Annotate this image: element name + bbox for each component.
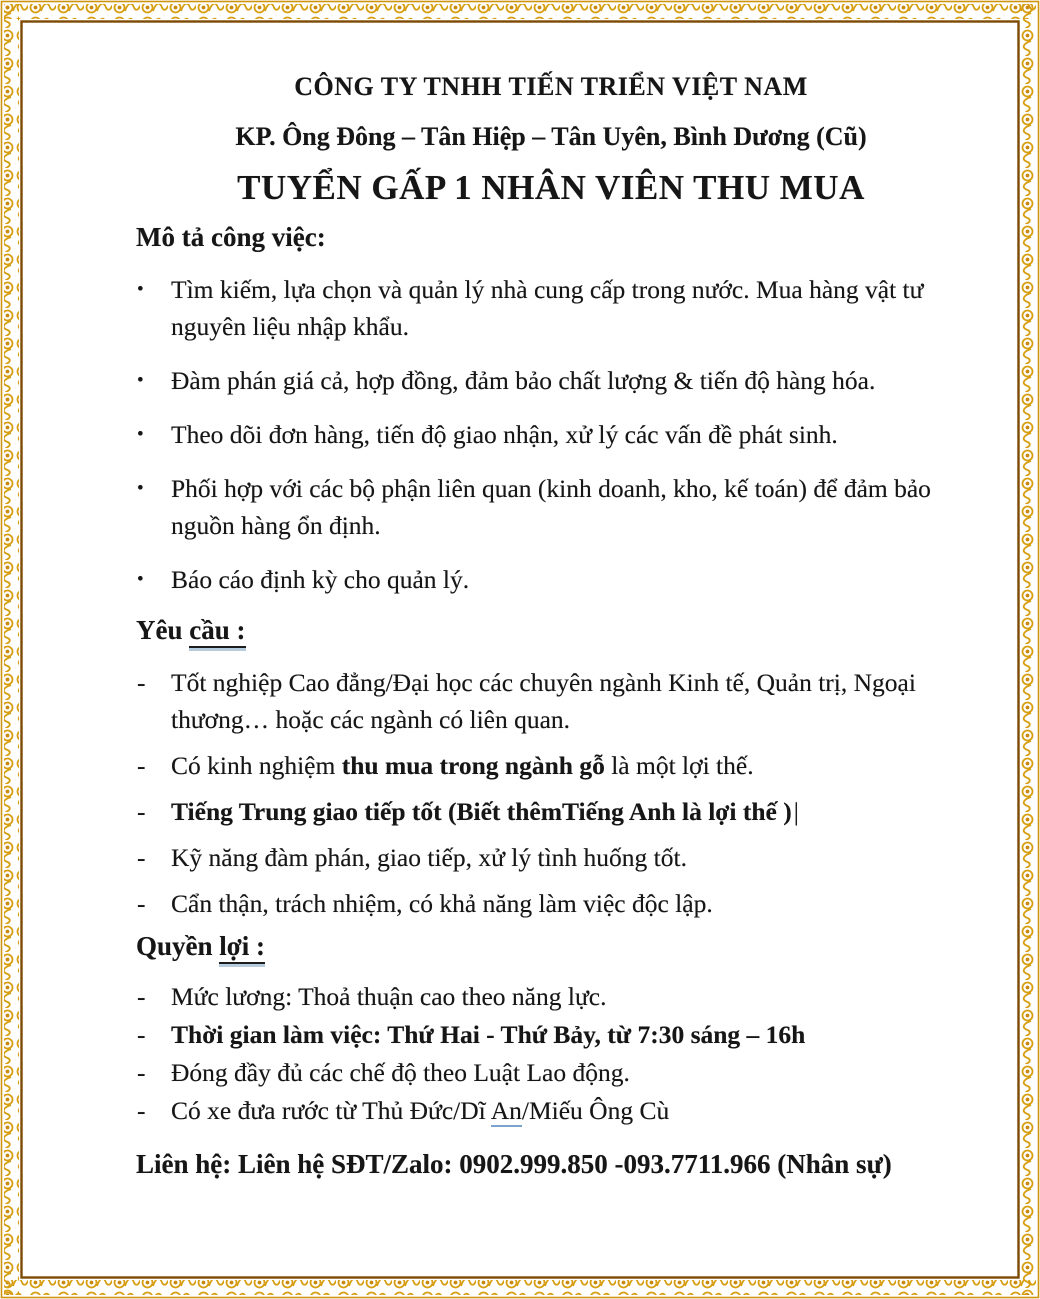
dash-marker: - [137, 982, 146, 1011]
list-item [136, 416, 966, 453]
benefits-list [136, 978, 966, 1129]
list-item-text: Theo dõi đơn hàng, tiến độ giao nhận, xử lý các vấn đề phát sinh. [171, 420, 838, 449]
dash-marker: - [137, 668, 146, 697]
list-item-text: Tìm kiếm, lựa chọn và quản lý nhà cung cấp trong nước. Mua hàng vật tư nguyên liệu nhập khẩu. [171, 275, 924, 341]
list-item [136, 561, 966, 598]
list-item-text [171, 793, 966, 830]
list-item-text: Mức lương: Thoả thuận cao theo năng lực. [171, 982, 607, 1011]
list-item [136, 470, 966, 544]
list-item [136, 747, 966, 784]
document-content [24, 24, 1016, 1275]
text-run-bold: thu mua trong ngành gỗ [341, 751, 605, 780]
heading-underlined-text: cầu : [189, 615, 245, 648]
dash-marker: - [137, 889, 146, 918]
list-item-text [171, 747, 966, 784]
list-item [136, 1016, 966, 1053]
list-item [136, 885, 966, 922]
list-item [136, 362, 966, 399]
list-item-text: Phối hợp với các bộ phận liên quan (kinh doanh, kho, kế toán) để đảm bảo nguồn hàng ổn định. [171, 474, 931, 540]
list-item-text: Báo cáo định kỳ cho quản lý. [171, 565, 470, 594]
text-cursor: | [793, 797, 799, 826]
list-item [136, 839, 966, 876]
bullet-marker: • [137, 279, 144, 300]
company-address: KP. Ông Đông – Tân Hiệp – Tân Uyên, Bình Dương (Cũ) [235, 122, 867, 151]
heading-text: Yêu [136, 615, 190, 645]
dash-marker: - [137, 1020, 146, 1049]
list-item [136, 1092, 966, 1129]
bullet-marker: • [137, 569, 144, 590]
dash-marker: - [137, 1096, 146, 1125]
dash-marker: - [137, 751, 146, 780]
list-item [136, 1054, 966, 1091]
bullet-marker: • [137, 478, 144, 499]
list-item-text [171, 1092, 966, 1129]
page-title: TUYỂN GẤP 1 NHÂN VIÊN THU MUA [237, 168, 865, 207]
dash-marker: - [137, 797, 146, 826]
list-item [136, 664, 966, 738]
list-item [136, 271, 966, 345]
text-run: Có xe đưa rước từ Thủ Đức/Dĩ [171, 1096, 491, 1125]
text-run: là một lợi thế. [604, 751, 754, 780]
bullet-marker: • [137, 370, 144, 391]
text-run: /Miếu Ông Cù [521, 1096, 670, 1125]
dash-marker: - [137, 843, 146, 872]
bullet-marker: • [137, 424, 144, 445]
list-item-text: Tốt nghiệp Cao đẳng/Đại học các chuyên ngành Kinh tế, Quản trị, Ngoại thương… hoặc các ngành có liên quan. [171, 668, 916, 734]
heading-underlined-text: lợi : [219, 931, 265, 964]
list-item-text: Kỹ năng đàm phán, giao tiếp, xử lý tình huống tốt. [171, 843, 687, 872]
list-item-text: Cẩn thận, trách nhiệm, có khả năng làm việc độc lập. [171, 889, 713, 918]
spellcheck-underlined-text: An [490, 1096, 522, 1125]
list-item-text: Đàm phán giá cả, hợp đồng, đảm bảo chất lượng & tiến độ hàng hóa. [171, 366, 876, 395]
list-item-text: Thời gian làm việc: Thứ Hai - Thứ Bảy, từ 7:30 sáng – 16h [171, 1020, 806, 1049]
section-heading-benefits [136, 931, 966, 962]
text-run: Có kinh nghiệm [171, 751, 342, 780]
text-run-bold: Tiếng Trung giao tiếp tốt (Biết thêmTiếng Anh là lợi thế ) [171, 797, 792, 826]
list-item [136, 978, 966, 1015]
dash-marker: - [137, 1058, 146, 1087]
list-item-text: Đóng đầy đủ các chế độ theo Luật Lao động. [171, 1058, 630, 1087]
contact-line: Liên hệ: Liên hệ SĐT/Zalo: 0902.999.850 -093.7711.966 (Nhân sự) [136, 1149, 892, 1179]
list-item [136, 793, 966, 830]
company-name: CÔNG TY TNHH TIẾN TRIỂN VIỆT NAM [294, 72, 808, 101]
heading-text: Quyền [136, 931, 220, 961]
job-description-list [136, 271, 966, 598]
requirements-list [136, 664, 966, 922]
section-heading-requirements [136, 615, 966, 646]
section-heading-job-description: Mô tả công việc: [136, 222, 326, 252]
